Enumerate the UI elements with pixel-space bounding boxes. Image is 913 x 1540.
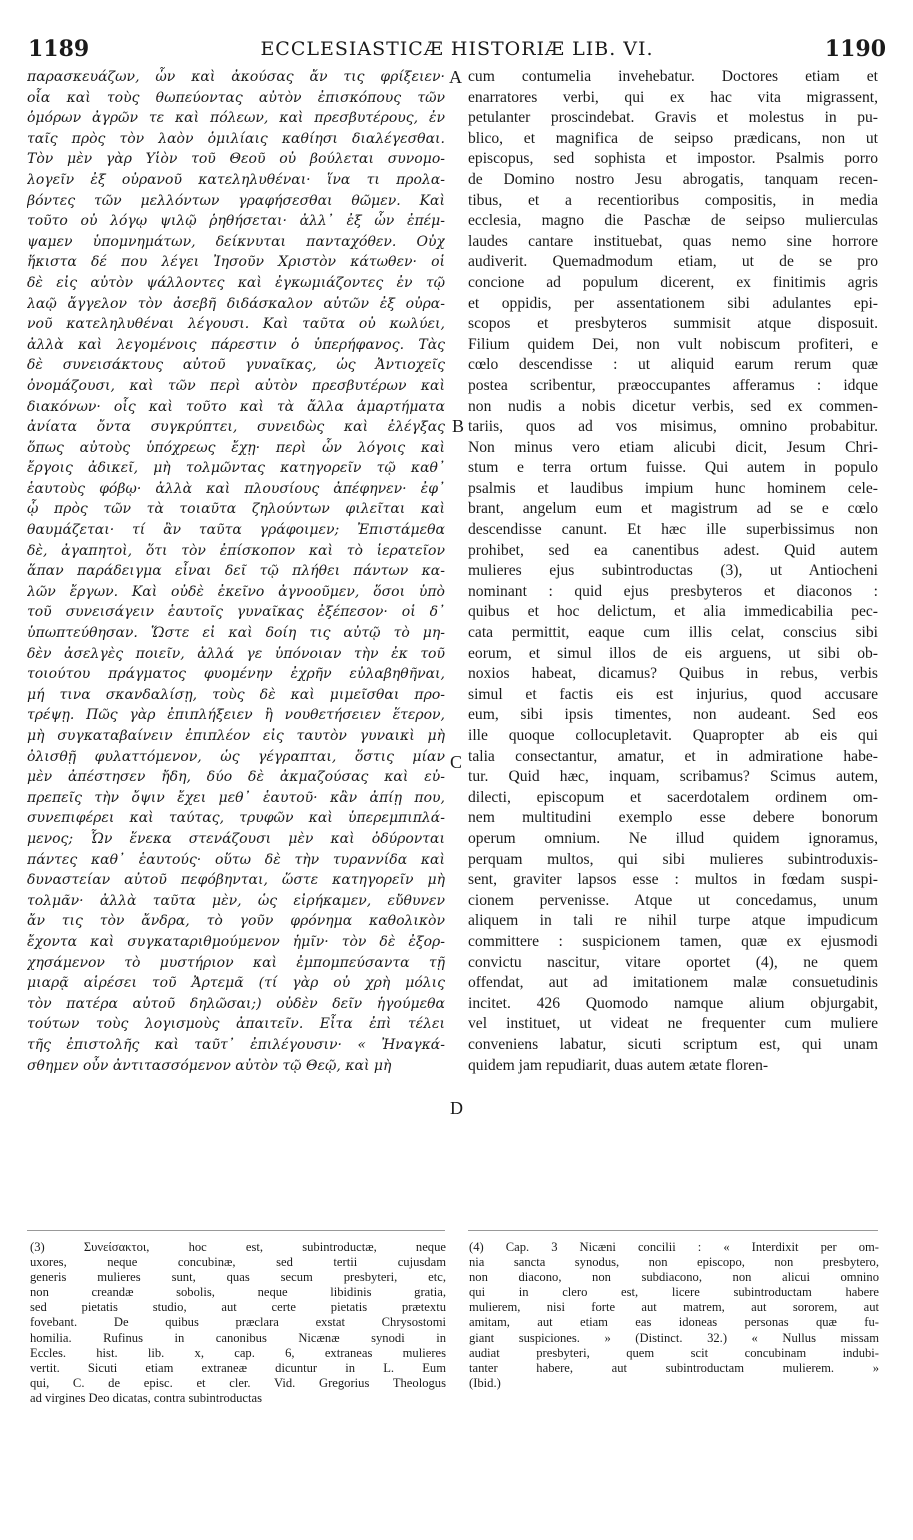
footnote-line: non creandæ sobolis, neque libidinis gratia,	[30, 1285, 446, 1300]
greek-text-line: μενος; Ὧν ἕνεκα στενάζουσι μὲν καὶ ὀδύρονται	[27, 830, 445, 847]
latin-text-line: non nudis a nobis dicetur verbis, sed ex commen-	[468, 397, 878, 415]
greek-text-line: χησάμενον τὸ μυστήριον καὶ ἐμπομπεύσαντα τῇ	[27, 954, 445, 971]
greek-text-line: δὲ συνεισάκτους αὐτοῦ γυναῖκας, ὡς Ἀντιοχεῖς	[27, 357, 445, 374]
latin-text-line: sent, graviter lapsos esse : multos in fœdam suspi-	[468, 871, 878, 889]
footnote-line: generis mulieres sunt, quas secum presbyteri, etc,	[30, 1270, 446, 1285]
greek-text-line: ὑπωπτεύθησαν. Ὥστε εἰ καὶ δοίη τις αὐτῷ τὸ μη-	[27, 625, 445, 642]
latin-text-line: laudes cantare instituebat, quas nemo sine horrore	[468, 232, 878, 250]
greek-text-line: ὀνομάζουσι, καὶ τῶν περὶ αὐτὸν πρεσβυτέρων καὶ	[27, 377, 445, 394]
margin-letter-a: A	[449, 67, 462, 87]
latin-text-line: operum omnium. Ne illud quidem ignoramus,	[468, 829, 878, 847]
greek-text-line: δὲ, ἀγαπητοὶ, ὅτι τὸν ἐπίσκοπον καὶ τὸ ἱερατεῖον	[27, 542, 445, 559]
greek-text-line: τρέψῃ. Πῶς γὰρ ἐπιπλήξειεν ἢ νουθετήσειεν ἕτερον,	[27, 707, 445, 724]
latin-text-line: offendat, aut ad imitationem malæ consuetudinis	[468, 974, 878, 992]
footnote-line: uxores, neque concubinæ, sed tertii cujusdam	[30, 1255, 446, 1270]
greek-text-line: ἀλλὰ καὶ λεγομένοις πάρεστιν ὁ ὑπερήφανος. Τὰς	[27, 336, 445, 353]
latin-text-line: psalmis et laudibus impium hunc hominem cele-	[468, 479, 878, 497]
latin-text-line: cata permittit, eaque cum illis celat, conscius sibi	[468, 624, 878, 642]
latin-text-line: simul et factis eis est injurius, quod accusare	[468, 685, 878, 703]
margin-letter-b: B	[452, 416, 465, 436]
latin-text-line: conveniens labatur, sicuti scriptum est, qui unam	[468, 1035, 878, 1053]
latin-text-line: ecclesia, magno die Paschæ de seipso mulierculas	[468, 212, 878, 230]
greek-text-line: Τὸν μὲν γὰρ Υἱὸν τοῦ Θεοῦ οὐ βούλεται συνομο-	[27, 151, 445, 168]
greek-text-line: οἷα καὶ τοὺς θωπεύοντας αὐτὸν ἐπισκόπους τῶν	[27, 89, 445, 106]
footnote-line: ad virgines Deo dicatas, contra subintroductas	[30, 1390, 262, 1405]
latin-text-line: concione ad populum dicerent, ex finitimis agris	[468, 273, 878, 291]
greek-text-line: παρασκευάζων, ὧν καὶ ἀκούσας ἄν τις φρίξειεν·	[27, 69, 445, 85]
latin-text-line: cum contumelia invehebatur. Doctores etiam et	[468, 68, 878, 85]
greek-text-line: δὲ εἰς αὐτὸν ψάλλοντες καὶ ἐγκωμιάζοντες ἐν τῷ	[27, 274, 445, 291]
greek-text-line: ἄν τις τὸν ἄνδρα, τὸ γοῦν φρόνημα καθολικὸν	[27, 913, 445, 930]
greek-text-line: τῆς ἐπιστολῆς καὶ ταῦτ᾽ ἐπιλέγουσιν· « Ἠναγκά-	[27, 1036, 445, 1053]
latin-text-line: quidem jam repudiarit, duas autem ætate floren-	[468, 1056, 769, 1074]
running-header	[28, 36, 886, 64]
latin-text-line: stum e terra ortum fuisse. Qui autem in populo	[468, 459, 878, 477]
greek-text-line: τολμᾶν· ἀλλὰ ταῦτα μὲν, ὡς εἰρήκαμεν, εὔθυνεν	[27, 892, 445, 909]
latin-text-line: incitet. 426 Quomodo namque alium objurgabit,	[468, 994, 878, 1012]
greek-text-line: ἅπαν παράδειγμα εἶναι δεῖ τῷ πλήθει πάντων κα-	[27, 563, 445, 580]
latin-text-line: tibus, et a recentioribus compositis, in media	[468, 191, 878, 209]
greek-text-line: μὴ συγκαταβαίνειν ἐπιπλέον εἰς ταυτὸν γυναικὶ μὴ	[27, 728, 445, 744]
footnote-line: (3) Συνείσακτοι, hoc est, subintroductæ, neque	[30, 1240, 446, 1254]
footnote-line: audiat presbyteri, quem scit concubinam indubi-	[469, 1345, 879, 1360]
latin-text-line: ille quoque collocupletavit. Quapropter ab eis qui	[468, 727, 878, 744]
greek-text-line: μὲν ἀπέστησεν ἤδη, δύο δὲ ἀκμαζούσας καὶ εὐ-	[27, 769, 445, 786]
latin-text-line: scopos et presbyteros summisit atque disposuit.	[468, 315, 878, 333]
greek-text-line: δυναστείαν αὐτοῦ πεφόβηνται, ὥστε κατηγορεῖν μὴ	[27, 872, 445, 889]
greek-text-line: ἔχοντα καὶ συγκαταριθμούμενον ἡμῖν· τὸν δὲ ἐξορ-	[27, 933, 445, 950]
latin-text-line: enarratores verbi, qui ex hac vita migrassent,	[468, 88, 878, 106]
footnote-line: homilia. Rufinus in canonibus Nicænæ synodi in	[30, 1330, 446, 1345]
latin-text-line: et oppidis, per assentationem sibi adulantes epi-	[468, 294, 878, 312]
greek-text-line: δὲν ἀσελγὲς ποιεῖν, ἀλλά γε ὑπόνοιαν τὴν ἐκ τοῦ	[27, 645, 445, 662]
footnote-4	[469, 1240, 879, 1391]
greek-text-line: ὀλισθῇ φυλαττόμενον, ὡς γέγραπται, ὅστις μίαν	[27, 748, 445, 765]
footnote-line: vertit. Sicuti etiam extraneæ dicuntur in L. Eum	[30, 1360, 446, 1375]
greek-text-line: τοῦ συνεισάγειν ἑαυτοῖς γυναῖκας ἐξέπεσον· οἱ δ᾽	[27, 604, 445, 621]
latin-text-line: eum, sibi ipsis timentes, non audeant. Sed eos	[468, 706, 878, 724]
latin-text-line: audiverit. Quemadmodum etiam, ut de se pro	[468, 253, 878, 271]
latin-text-line: nominant : quid ejus presbyteros et diaconos :	[468, 582, 878, 600]
greek-text-line: λῶν ἔργων. Καὶ οὐδὲ ἐκεῖνο ἀγνοοῦμεν, ὅσοι ὑπὸ	[27, 583, 445, 600]
latin-text-line: tariis, quos ad vos misimus, omnino probabitur.	[468, 418, 878, 436]
margin-letter-c: C	[450, 752, 463, 772]
latin-text-line: convictu nascitur, vitare oportet (4), ne quem	[468, 953, 878, 971]
greek-text-line: θαυμάζεται· τί ἂν ταῦτα γράφοιμεν; Ἐπιστάμεθα	[27, 522, 445, 539]
greek-text-line: διακόνων· οἷς καὶ τοῦτο καὶ τὰ ἄλλα ἁμαρτήματα	[27, 398, 445, 415]
latin-text-line: noxios habeat, dicamus? Quibus in rebus, verbis	[468, 665, 878, 683]
greek-text-line: λογεῖν ἐξ οὐρανοῦ κατεληλυθέναι· ἵνα τι προλα-	[27, 171, 445, 188]
latin-text-line: eorum, et simul illos de eis arguens, ut sibi ob-	[468, 644, 878, 662]
greek-text-line: ταῖς πρὸς τὸν λαὸν ὁμιλίαις καθίησι διαλέγεσθαι.	[27, 130, 445, 147]
footnote-line: fovebant. De quibus præclara exstat Chrysostomi	[30, 1315, 446, 1330]
footnote-line: (Ibid.)	[469, 1375, 501, 1390]
latin-text-line: episcopus, sed sophista et impostor. Psalmis porro	[468, 150, 878, 168]
latin-text-line: mulieres ejus subintroductas (3), ut Antiocheni	[468, 562, 878, 580]
latin-text-line: tur. Quid hæc, inquam, scribamus? Scimus autem,	[468, 768, 878, 786]
footnote-divider-left	[27, 1230, 445, 1231]
latin-text-line: quibus et hoc delictum, et alia immedicabilia pec-	[468, 603, 878, 621]
latin-text-line: postea scribentur, præoccupantes afferamus : idque	[468, 376, 878, 394]
latin-text-line: cœlo descendisse : ut aliquid earum rerum quæ	[468, 356, 878, 374]
latin-text-line: de Domino nostro Jesu abrogatis, tanquam recen-	[468, 170, 878, 188]
greek-text-line: βόντες τῶν μελλόντων γραφήσεσθαι θῶμεν. Καὶ	[27, 192, 445, 209]
latin-text-line: perquam multos, qui sibi mulieres subintroduxis-	[468, 850, 878, 868]
latin-text-line: vel instituet, ut videat ne frequenter cum muliere	[468, 1015, 878, 1033]
greek-text-line: μιαρᾷ αἱρέσει τοῦ Ἀρτεμᾶ (τί γὰρ οὐ χρὴ μόλις	[27, 975, 445, 992]
footnote-divider-right	[468, 1230, 878, 1231]
greek-text-line: τοιούτου πράγματος φυομένην ἐχρῆν εὐλαβηθῆναι,	[27, 666, 445, 683]
greek-text-line: μή τινα σκανδαλίσῃ, τοὺς δὲ καὶ μιμεῖσθαι προ-	[27, 686, 445, 703]
greek-text-line: νοῦ κατεληλυθέναι λέγουσι. Καὶ ταῦτα οὐ κωλύει,	[27, 316, 445, 333]
footnote-line: tanter habere, aut subintroductam mulierem. »	[469, 1360, 879, 1375]
latin-text-line: brant, angelum eum et magistrum ad se e cœlo	[468, 500, 878, 518]
greek-text-line: πρεπεῖς τὴν ὄψιν ἔχει μεθ᾽ ἑαυτοῦ· κἂν ἀπίῃ που,	[27, 789, 445, 806]
greek-text-line: ψαμεν ὑπομνημάτων, δείκνυται πανταχόθεν. Οὐχ	[27, 233, 445, 250]
greek-text-line: ἔργοις ἀδικεῖ, μὴ τολμῶντας κατηγορεῖν τῷ καθ᾽	[27, 460, 445, 477]
latin-text-line: descendisse canunt. Et hæc ille superbissimus non	[468, 521, 878, 539]
footnote-line: mulierem, nisi forte aut matrem, aut sororem, aut	[469, 1300, 879, 1315]
greek-text-line: ἥκιστα δέ που λέγει Ἰησοῦν Χριστὸν κάτωθεν· οἱ	[27, 254, 445, 271]
latin-text-line: talia consectantur, amatur, et in admiratione habe-	[468, 747, 878, 765]
greek-text-line: ᾧ πρὸς τῶν τὰ τοιαῦτα ζηλούντων φιλεῖται καὶ	[27, 501, 445, 518]
greek-text-line: τοῦτο οὐ λόγῳ ψιλῷ ῥηθήσεται· ἀλλ᾽ ἐξ ὧν ἐπέμ-	[27, 213, 445, 230]
footnote-line: amitam, aut etiam eas idoneas personas quæ fu-	[469, 1315, 879, 1330]
latin-text-line: committere : suspicionem tamen, quæ ex ejusmodi	[468, 932, 878, 950]
footnote-line: Eccles. hist. lib. x, cap. 6, extraneas mulieres	[30, 1345, 446, 1360]
latin-text-line: dilecti, episcopum et sacerdotalem ordinem om-	[468, 788, 878, 806]
greek-text-line: ἀνίατα ὄντα συγκρύπτει, συνειδὼς καὶ ἐλέγξας	[27, 419, 445, 436]
latin-text-line: blico, et magnifica de seipso prædicans, non ut	[468, 129, 878, 147]
latin-text-line: aliquem in tali re nihil turpe atque impudicum	[468, 912, 878, 930]
greek-text-line: ὁμόρων ἀγρῶν τε καὶ πόλεων, καὶ πρεσβυτέρους, ἐν	[27, 110, 445, 127]
greek-text-line: λαῷ ἄγγελον τὸν ἀσεβῆ διδάσκαλον αὐτῶν ἐξ οὐρα-	[27, 295, 445, 312]
greek-text-line: ἑαυτοὺς φόβῳ· ἀλλὰ καὶ πλουσίους ἀπέφηνεν· ἐφ᾽	[27, 480, 445, 497]
footnote-line: nia sancta synodus, non episcopo, non presbytero,	[469, 1255, 879, 1270]
footnote-line: sed pietatis studio, aut certe pietatis prætextu	[30, 1300, 446, 1315]
page-number-left: 1189	[28, 36, 90, 62]
greek-text-line: ὅπως αὐτοὺς ὑπόχρεως ἔχῃ· περὶ ὧν λόγοις καὶ	[27, 439, 445, 456]
latin-text-line: prohibet, sed ea canentibus adest. Quid autem	[468, 541, 878, 559]
latin-text-line: nem multitudini exemplo esse debere bonorum	[468, 809, 878, 827]
footnote-line: qui, C. de episc. et cler. Vid. Gregorius Theologus	[30, 1375, 446, 1390]
latin-text-line: Non minus vero etiam alicubi dicit, Jesum Chri-	[468, 438, 878, 456]
latin-text-line: Filium quidem Dei, non vult nobiscum profiteri, e	[468, 335, 878, 353]
greek-text-line: συνεπιφέρει καὶ ταύτας, τρυφῶν καὶ ὑπερεμπιπλά-	[27, 810, 445, 827]
footnote-line: giant suspiciones. » (Distinct. 32.) « Nullus missam	[469, 1330, 879, 1345]
footnote-line: qui in clero est, licere subintroductam habere	[469, 1285, 879, 1300]
greek-text-line: πάντες καθ᾽ ἑαυτούς· οὕτω δὲ τὴν τυραννίδα καὶ	[27, 851, 445, 868]
latin-text-line: cionem pervenisse. Atque ut concedamus, unum	[468, 891, 878, 909]
footnote-3	[30, 1240, 446, 1406]
latin-text-line: petulanter proscindebat. Gravis et molestus in pu-	[468, 109, 878, 127]
greek-text-line: τούτων τοὺς λογισμοὺς ἀπαιτεῖν. Εἶτα ἐπὶ τέλει	[27, 1016, 445, 1033]
greek-text-line: τὸν πατέρα αὐτοῦ δηλῶσαι;) οὐδὲν δεῖν ἡγούμεθα	[27, 995, 445, 1012]
footnote-line: (4) Cap. 3 Nicæni concilii : « Interdixit per om-	[469, 1240, 879, 1254]
latin-text-column	[468, 67, 878, 1076]
running-title: ECCLESIASTICÆ HISTORIÆ LIB. VI.	[260, 38, 654, 60]
page-number-right: 1190	[824, 36, 886, 62]
margin-letter-d: D	[450, 1098, 463, 1118]
greek-text-column	[27, 67, 445, 1076]
footnote-line: non diacono, non subdiacono, non alicui omnino	[469, 1270, 879, 1285]
greek-text-line: σθημεν οὖν ἀντιτασσόμενον αὐτὸν τῷ Θεῷ, καὶ μὴ	[27, 1057, 392, 1074]
